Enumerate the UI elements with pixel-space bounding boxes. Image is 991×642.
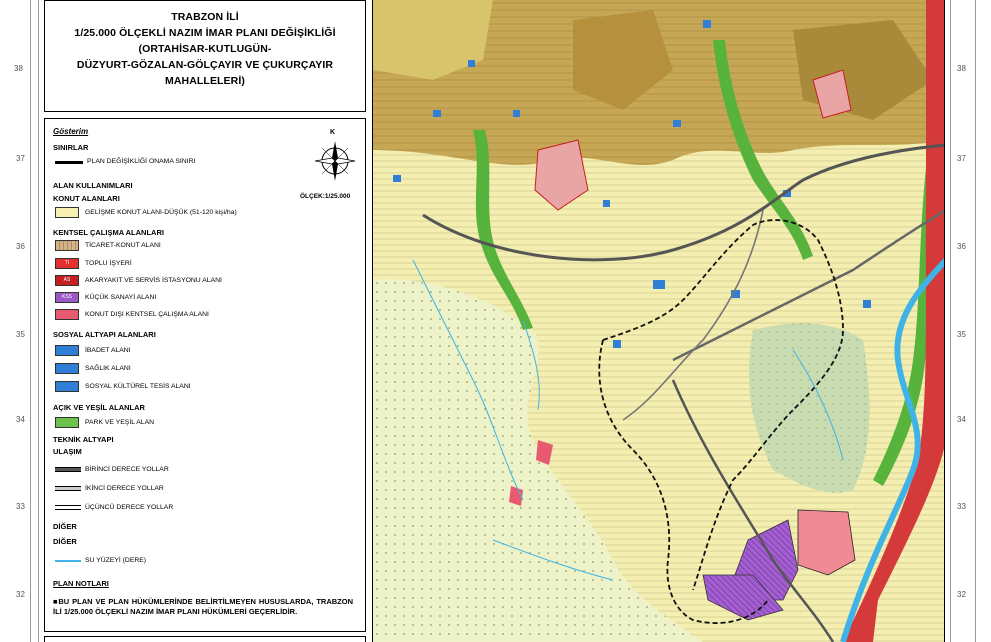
legend-item-konutdisi: KONUT DIŞI KENTSEL ÇALIŞMA ALANI: [85, 311, 209, 318]
grid-label-right-36: 36: [957, 242, 966, 251]
legend-item-birinci: BİRİNCİ DERECE YOLLAR: [85, 466, 169, 473]
legend-item-ibadet: İBADET ALANI: [85, 347, 131, 354]
heading-diger-1: DİĞER: [53, 522, 77, 531]
title-block: [44, 0, 366, 112]
grid-label-left-38: 38: [14, 64, 23, 73]
heading-sosyal: SOSYAL ALTYAPI ALANLARI: [53, 330, 156, 339]
title-line-3: (ORTAHİSAR-KUTLUGÜN-: [138, 43, 272, 55]
legend-item-kucuk: KÜÇÜK SANAYİ ALANI: [85, 294, 157, 301]
title-line-2: 1/25.000 ÖLÇEKLİ NAZIM İMAR PLANI DEĞİŞİKLİĞİ: [74, 27, 336, 39]
left-margin-rule: [30, 0, 31, 642]
north-arrow-icon: [313, 131, 357, 181]
legend-title: Gösterim: [53, 127, 89, 136]
grid-label-right-33: 33: [957, 502, 966, 511]
legend-item-konut: GELİŞME KONUT ALANI-DÜŞÜK (51-120 kişi/ha): [85, 209, 237, 216]
grid-label-right-34: 34: [957, 415, 966, 424]
legend-item-toplu: TOPLU İŞYERİ: [85, 260, 132, 267]
grid-label-right-32: 32: [957, 590, 966, 599]
swatch-saglik: [55, 363, 79, 374]
legend: [44, 118, 366, 632]
swatch-ibadet: [55, 345, 79, 356]
title-line-1: TRABZON İLİ: [171, 11, 239, 23]
legend-item-ticaret: TİCARET-KONUT ALANI: [85, 242, 161, 249]
scale-label: ÖLÇEK:1/25.000: [300, 193, 351, 200]
grid-label-right-35: 35: [957, 330, 966, 339]
grid-label-left-34: 34: [16, 415, 25, 424]
swatch-sosyal: [55, 381, 79, 392]
title-line-4: DÜZYURT-GÖZALAN-GÖLÇAYIR VE ÇUKURÇAYIR: [76, 59, 334, 71]
heading-sinirlar: SINIRLAR: [53, 143, 89, 152]
heading-acik: AÇIK VE YEŞİL ALANLAR: [53, 403, 145, 412]
heading-kentsel: KENTSEL ÇALIŞMA ALANLARI: [53, 228, 164, 237]
compass-letter: K: [330, 129, 336, 136]
legend-item-onama: PLAN DEĞİŞİKLİĞİ ONAMA SINIRI: [87, 158, 196, 165]
map-canvas: [373, 0, 945, 642]
heading-ulasim: ULAŞIM: [53, 447, 82, 456]
swatch-birinci: [55, 467, 81, 472]
grid-label-right-38: 38: [957, 64, 966, 73]
grid-label-left-36: 36: [16, 242, 25, 251]
swatch-ikinci: [55, 486, 81, 491]
swatch-konut: [55, 207, 79, 218]
right-margin-rule-outer: [975, 0, 976, 642]
grid-label-left-37: 37: [16, 154, 25, 163]
swatch-su: [55, 560, 81, 562]
legend-item-ucuncu: ÜÇÜNCÜ DERECE YOLLAR: [85, 504, 174, 511]
heading-alan: ALAN KULLANIMLARI: [53, 181, 133, 190]
heading-teknik: TEKNİK ALTYAPI: [53, 435, 114, 444]
legend-item-su: SU YÜZEYİ (DERE): [85, 557, 147, 564]
legend-item-park: PARK VE YEŞİL ALAN: [85, 419, 155, 426]
swatch-ucuncu: [55, 505, 81, 510]
heading-konut: KONUT ALANLARI: [53, 194, 120, 203]
swatch-akaryakit: AS: [55, 275, 79, 286]
swatch-park: [55, 417, 79, 428]
bottom-box-edge: [44, 636, 366, 642]
right-margin-rule: [950, 0, 951, 642]
legend-item-ikinci: İKİNCİ DERECE YOLLAR: [85, 485, 164, 492]
heading-diger-2: DİĞER: [53, 537, 77, 546]
grid-label-left-33: 33: [16, 502, 25, 511]
grid-label-left-32: 32: [16, 590, 25, 599]
title-line-5: MAHALLELERİ): [165, 75, 245, 87]
swatch-kucuk: KSS: [55, 292, 79, 303]
swatch-konutdisi: [55, 309, 79, 320]
swatch-ticaret: [55, 240, 79, 251]
onama-line-swatch: [55, 161, 83, 164]
legend-item-saglik: SAĞLIK ALANI: [85, 365, 131, 372]
grid-label-left-35: 35: [16, 330, 25, 339]
heading-notlar: PLAN NOTLARI: [53, 579, 109, 588]
swatch-toplu: TI: [55, 258, 79, 269]
legend-item-sosyal: SOSYAL KÜLTÜREL TESİS ALANI: [85, 383, 191, 390]
map-area: [372, 0, 945, 642]
grid-label-right-37: 37: [957, 154, 966, 163]
plan-note: ■BU PLAN VE PLAN HÜKÜMLERİNDE BELİRTİLMEYEN HUSUSLARDA, TRABZON İLİ 1/25.000 ÖLÇEKLİ NAZIM İMAR PLANI HÜKÜMLERİ GEÇERLİDİR.: [53, 597, 353, 616]
legend-item-akaryakit: AKARYAKIT VE SERVİS İSTASYONU ALANI: [85, 277, 222, 284]
left-margin-rule-inner: [38, 0, 39, 642]
